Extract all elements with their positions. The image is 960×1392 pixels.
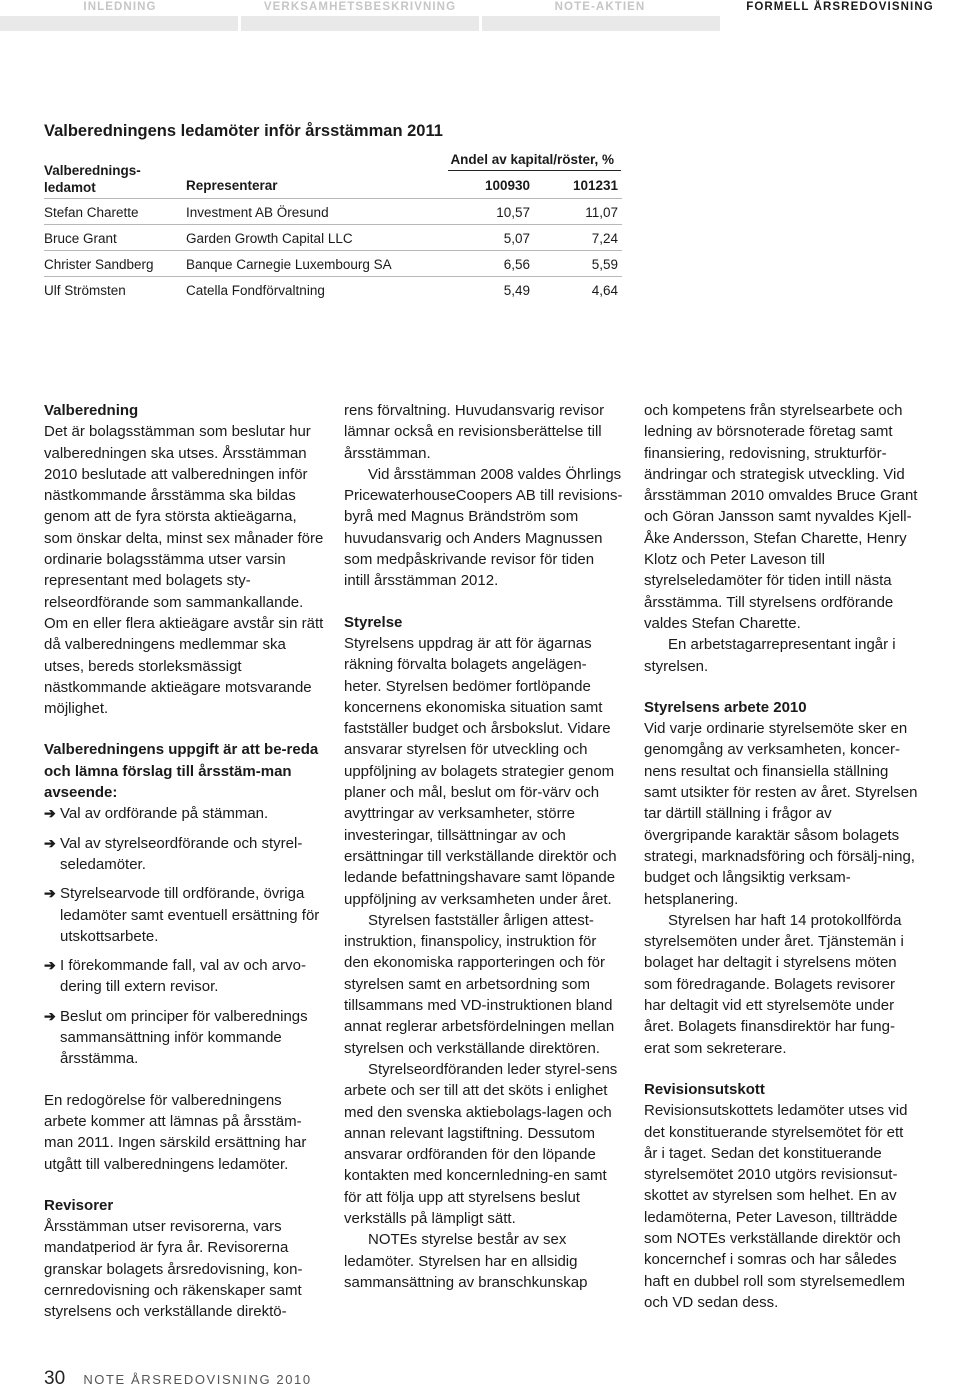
arrow-right-icon: ➔	[44, 885, 56, 902]
arrow-right-icon: ➔	[44, 1007, 56, 1024]
cell-member: Ulf Strömsten	[44, 283, 126, 298]
page-footer	[44, 1368, 312, 1390]
paragraph: NOTEs styrelse består av sex ledamöter. Styrelsen har en allsidig sammansättning av branschkunskap	[344, 1231, 588, 1291]
arrow-right-icon: ➔	[44, 805, 56, 822]
cell-value-1: 5,07	[503, 231, 530, 246]
page-number: 30	[44, 1368, 66, 1389]
arrow-right-icon: ➔	[44, 957, 56, 974]
heading-revisorer: Revisorer	[44, 1196, 114, 1214]
list-item	[44, 955, 324, 998]
list-item	[44, 1006, 324, 1070]
table-row	[44, 198, 622, 225]
top-navigation	[0, 0, 960, 30]
paragraph: Det är bolagsstämman som beslutar hur valberedningen ska utses. Årsstämman 2010 beslutade att valberedningen inför nästkommande årsstämma ska bildas genom att de fyra största aktieägarna, som önskar delta, minst sex månader före ordinarie bolagsstämma utser varsin representant med bolagets sty-relseordförande som sammankallande. Om en eller flera aktieägare avstår sin rätt då valberedningens medlemmar ska utses, bereds storleksmässigt nästkommande aktieägare motsvarande möjlighet.	[44, 423, 324, 718]
arrow-right-icon: ➔	[44, 834, 56, 851]
list-item-text: I förekommande fall, val av och arvo-dering till extern revisor.	[60, 957, 306, 996]
paragraph: Revisionsutskottets ledamöter utses vid det konstituerande styrelsemötet för ett år i taget. Sedan det konstituerande styrelsemötet 2010 utgörs revisionsut-skottet av styrelsen som helhet. En av ledamöterna, Peter Laveson, tillträdde som NOTEs verkställande direktör och koncernchef i somras och har således haft en dubbel roll som styrelsemedlem och VD sedan dess.	[644, 1102, 908, 1311]
table-title: Valberedningens ledamöter inför årsstämman 2011	[44, 122, 443, 140]
cell-value-2: 4,64	[591, 283, 618, 298]
cell-represents: Investment AB Öresund	[186, 205, 329, 220]
nav-tab-note-aktien[interactable]: NOTE-AKTIEN	[554, 1, 646, 13]
nav-bar-note-aktien	[482, 16, 720, 31]
text-column-3	[644, 400, 920, 1313]
table-header-date2: 101231	[572, 178, 618, 193]
paragraph: Styrelseordföranden leder styrel-sens arbete och ser till att det sköts i enlighet med den svenska aktiebolags-lagen och annan relevant lagstiftning. Dessutom ansvarar ordföranden för den löpande kontakten med koncernledning-en samt för att följa upp att styrelsens beslut verkställs på lämpligt sätt.	[344, 1060, 618, 1227]
heading-revisionsutskott: Revisionsutskott	[644, 1080, 765, 1098]
heading-valberedning: Valberedning	[44, 402, 139, 419]
paragraph: Vid varje ordinarie styrelsemöte sker en genomgång av verksamheten, koncer-nens resultat och finansiella ställning samt utsikter för resten av året. Styrelsen tar därtill ställning i frågor av övergripande karaktär såsom bolagets strategi, marknadsföring och försälj-ning, budget och långsiktig verksam-hetsplanering.	[644, 720, 918, 908]
paragraph: Styrelsen fastställer årligen attest-instruktion, finanspolicy, instruktion för den ekonomiska rapporteringen och för styrelsen samt en arbetsordning som tillsammans med VD-instruktionen bland annat reglerar arbetsfördelningen mellan styrelsen och verkställande direktören.	[344, 911, 615, 1057]
cell-member: Stefan Charette	[44, 205, 139, 220]
paragraph: Styrelsen har haft 14 protokollförda styrelsemöten under året. Tjänstemän i bolaget har deltagit i styrelsens möten som föredragande. Bolagets revisorer har deltagit vid ett styrelsemöte under året. Bolagets finansdirektör har fung-erat som sekreterare.	[644, 911, 904, 1057]
cell-value-2: 7,24	[591, 231, 618, 246]
cell-value-2: 11,07	[585, 205, 618, 220]
cell-value-1: 10,57	[496, 205, 530, 220]
cell-value-1: 6,56	[503, 257, 530, 272]
nav-tab-verksamhetsbeskrivning[interactable]: VERKSAMHETSBESKRIVNING	[263, 1, 457, 13]
heading-styrelsens-arbete: Styrelsens arbete 2010	[644, 698, 807, 716]
text-column-2	[344, 400, 624, 1293]
list-item	[44, 803, 324, 824]
list-item	[44, 833, 324, 876]
paragraph: Styrelsens uppdrag är att för ägarnas räkning förvalta bolagets angelägen-heter. Styrelsen bedömer fortlöpande koncernens ekonomiska situation samt fastställer budget och årsbokslut. Vidare ansvarar styrelsen för utveckling och uppföljning av bolagets strategier genom planer och mål, beslut om för-värv och avyttringar av verksamheter, större investeringar, tillsättningar av och ersättningar till verkställande direktör och ledande befattningshavare samt löpande uppföljning av verksamheten under året.	[344, 634, 617, 908]
table-header-member	[44, 162, 141, 196]
list-item-text: Beslut om principer för valberednings sammansättning inför kommande årsstämma.	[60, 1007, 308, 1068]
table-header-date1: 100930	[484, 178, 530, 193]
table-row	[44, 276, 622, 303]
table-row	[44, 250, 622, 277]
paragraph: Årsstämman utser revisorerna, vars mandatperiod är fyra år. Revisorerna granskar bolagets årsredovisning, kon-cernredovisning och räkenskaper samt styrelsens och verkställande direktö-	[44, 1218, 303, 1321]
table-header-member-line1: Valberednings-	[44, 163, 141, 178]
nav-bar-verksamhetsbeskrivning	[241, 16, 479, 31]
table-group-divider	[448, 170, 621, 171]
task-list	[44, 803, 324, 1069]
cell-member: Christer Sandberg	[44, 257, 154, 272]
table-group-header: Andel av kapital/röster, %	[450, 152, 614, 167]
list-item-text: Val av styrelseordförande och styrel-seledamöter.	[60, 834, 303, 873]
nav-tab-inledning[interactable]: INLEDNING	[83, 1, 157, 13]
text-column-1	[44, 400, 324, 1323]
paragraph: En redogörelse för valberedningens arbete kommer att lämnas på årsstäm-man 2011. Ingen särskild ersättning har utgått till valberedningens ledamöter.	[44, 1091, 307, 1173]
list-item	[44, 883, 324, 947]
paragraph: och kompetens från styrelsearbete och ledning av börsnoterade företag samt finansiering, redovisning, strukturför-ändringar och strategisk utveckling. Vid årsstämman 2010 omvaldes Bruce Grant och Göran Jansson samt nyvaldes Kjell-Åke Andersson, Stefan Charette, Henry Klotz och Peter Laveson till styrelseledamöter för tiden intill nästa årsstämma. Till styrelsens ordförande valdes Stefan Charette.	[644, 402, 918, 632]
table-row	[44, 224, 622, 251]
cell-member: Bruce Grant	[44, 231, 117, 246]
cell-represents: Catella Fondförvaltning	[186, 283, 325, 298]
cell-value-1: 5,49	[503, 283, 530, 298]
nav-bar-inledning	[0, 16, 238, 31]
paragraph: En arbetstagarrepresentant ingår i styrelsen.	[644, 636, 896, 675]
cell-value-2: 5,59	[591, 257, 618, 272]
cell-represents: Banque Carnegie Luxembourg SA	[186, 257, 392, 272]
paragraph: Vid årsstämman 2008 valdes Öhrlings PricewaterhouseCoopers AB till revisions-byrå med Magnus Brändström som huvudansvarig och Anders Magnussen som medpåskrivande revisor för tiden intill årsstämman 2012.	[344, 465, 623, 590]
heading-valberedning-uppgift: Valberedningens uppgift är att be-reda och lämna förslag till årsstäm-man avseende:	[44, 741, 319, 802]
table-header-member-line2: ledamot	[44, 180, 96, 195]
list-item-text: Val av ordförande på stämman.	[60, 805, 269, 823]
footer-title: NOTE ÅRSREDOVISNING 2010	[83, 1372, 312, 1387]
cell-represents: Garden Growth Capital LLC	[186, 231, 353, 246]
list-item-text: Styrelsearvode till ordförande, övriga ledamöter samt eventuell ersättning för utskottsarbete.	[60, 885, 320, 945]
nav-tab-formell-arsredovisning[interactable]: FORMELL ÅRSREDOVISNING	[746, 1, 934, 13]
table-header-represents: Representerar	[186, 178, 278, 193]
paragraph: rens förvaltning. Huvudansvarig revisor lämnar också en revisionsberättelse till årsstämman.	[344, 402, 605, 462]
heading-styrelse: Styrelse	[344, 613, 403, 631]
